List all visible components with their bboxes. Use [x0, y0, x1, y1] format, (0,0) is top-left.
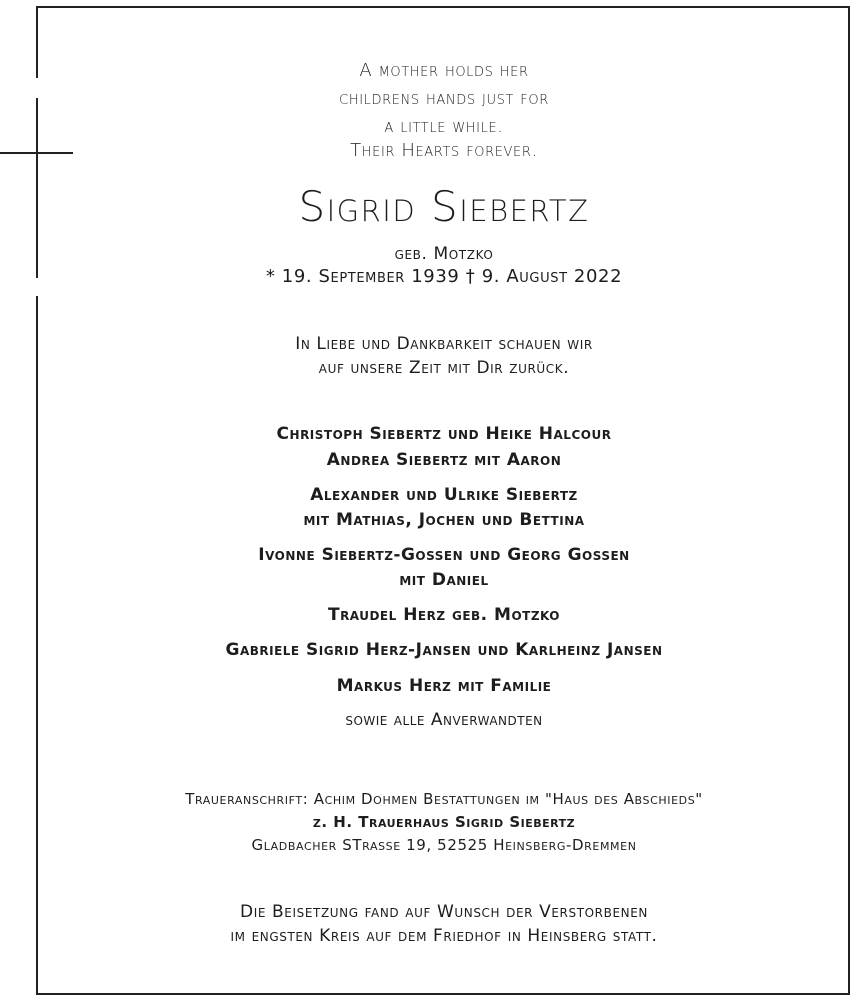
mourner-line: Gabriele Sigrid Herz-Jansen und Karlheinz Jansen: [225, 640, 663, 660]
intro-line: auf unsere Zeit mit Dir zurück.: [318, 358, 570, 378]
address-line: z. H. Trauerhaus Sigrid Siebertz: [312, 813, 576, 831]
address-line: Traueranschrift: Achim Dohmen Bestattungen im "Haus des Abschieds": [185, 790, 703, 808]
closing-line: im engsten Kreis auf dem Friedhof in Heinsberg statt.: [230, 926, 658, 946]
poem-line: a little while.: [384, 116, 504, 137]
address-line: Gladbacher STrasse 19, 52525 Heinsberg-Dremmen: [251, 836, 637, 854]
frame-left-segment: [36, 6, 38, 78]
mourner-line: Andrea Siebertz mit Aaron: [326, 450, 562, 470]
mourner-line: Christoph Siebertz und Heike Halcour: [276, 424, 612, 444]
poem-line: childrens hands just for: [339, 88, 549, 109]
relatives-line: sowie alle Anverwandten: [345, 710, 543, 730]
mourner-line: mit Daniel: [399, 570, 489, 590]
mourner-line: Markus Herz mit Familie: [336, 676, 552, 696]
life-dates: * 19. September 1939 † 9. August 2022: [265, 266, 623, 287]
cross-vertical-beam: [36, 98, 38, 278]
closing-line: Die Beisetzung fand auf Wunsch der Verstorbenen: [240, 902, 648, 922]
intro-line: In Liebe und Dankbarkeit schauen wir: [295, 334, 593, 354]
mourner-line: mit Mathias, Jochen und Bettina: [303, 510, 585, 530]
mourner-line: Ivonne Siebertz-Gossen und Georg Gossen: [258, 545, 630, 565]
mourner-line: Traudel Herz geb. Motzko: [327, 605, 561, 625]
deceased-name: Sigrid Siebertz: [298, 182, 590, 231]
mourner-line: Alexander und Ulrike Siebertz: [310, 485, 578, 505]
maiden-name: geb. Motzko: [394, 244, 494, 264]
poem-line: A mother holds her: [359, 60, 529, 81]
poem-line: Their Hearts forever.: [350, 140, 538, 161]
frame-left-segment: [36, 296, 38, 995]
